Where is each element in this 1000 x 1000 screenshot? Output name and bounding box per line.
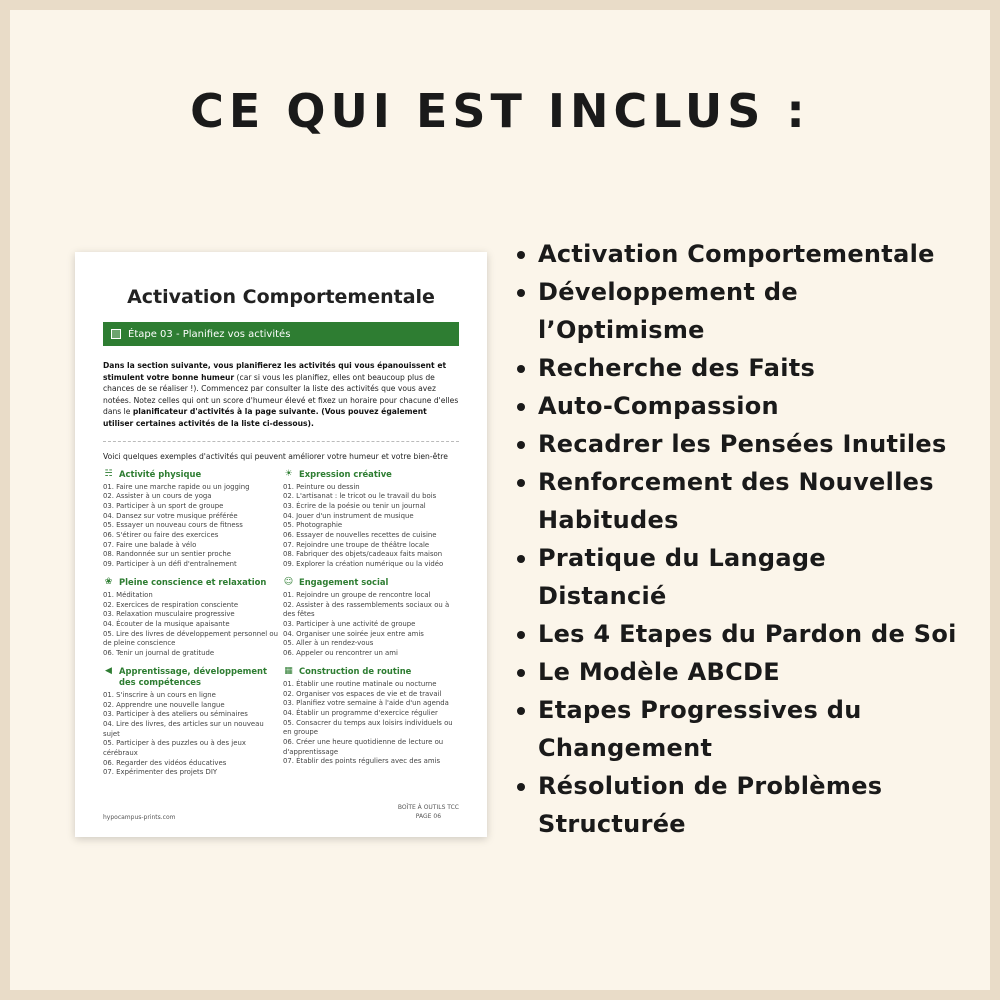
list-item: 07. Expérimenter des projets DIY <box>103 768 218 777</box>
list-item: 06. S'étirer ou faire des exercices <box>103 531 219 540</box>
category-heading <box>103 666 279 688</box>
list-item: 01. Peinture ou dessin <box>283 482 360 491</box>
step-banner <box>103 322 459 346</box>
running-icon: ☵ <box>104 468 113 479</box>
bullet-icon <box>517 479 525 487</box>
bullet-icon <box>517 631 525 639</box>
included-item <box>517 235 957 273</box>
activity-categories <box>103 469 459 786</box>
list-item: 04. Dansez sur votre musique préférée <box>103 511 238 520</box>
category-title: Apprentissage, développement des compétences <box>119 665 267 687</box>
included-item-label: Pratique du Langage Distancié <box>538 544 826 610</box>
category-title: Expression créative <box>299 468 392 479</box>
list-item: 05. Lire des livres de développement personnel ou de pleine conscience <box>103 629 278 648</box>
list-item: 02. Exercices de respiration consciente <box>103 600 239 609</box>
document-footer <box>103 803 459 821</box>
category-heading <box>283 666 459 677</box>
list-item: 04. Écouter de la musique apaisante <box>103 620 230 628</box>
category-heading <box>103 469 279 480</box>
list-item: 09. Participer à un défi d'entraînement <box>103 560 237 569</box>
included-item <box>517 653 957 691</box>
included-item-label: Recherche des Faits <box>538 354 816 382</box>
list-item: 02. L'artisanat : le tricot ou le travail du bois <box>283 492 437 501</box>
category-heading <box>283 469 459 480</box>
included-item <box>517 425 957 463</box>
list-item: 04. Lire des livres, des articles sur un nouveau sujet <box>103 719 264 738</box>
list-item: 03. Écrire de la poésie ou tenir un journal <box>283 501 426 510</box>
intro-part-1: Dans la section suivante, vous planifierez les activités qui vous épanouissent et stimulent votre bonne humeur <box>103 361 447 382</box>
activity-category <box>103 577 279 659</box>
list-item: 01. S'inscrire à un cours en ligne <box>103 690 216 699</box>
list-item: 06. Créer une heure quotidienne de lecture ou d'apprentissage <box>283 738 444 756</box>
included-item <box>517 273 957 349</box>
checkbox-icon <box>111 329 121 339</box>
megaphone-icon: ◀ <box>105 665 112 676</box>
included-item <box>517 387 957 425</box>
list-item: 02. Assister à un cours de yoga <box>103 492 212 501</box>
activity-category <box>283 469 459 570</box>
included-item-label: Recadrer les Pensées Inutiles <box>538 430 947 458</box>
list-item: 05. Photographie <box>283 521 343 530</box>
included-item <box>517 349 957 387</box>
list-item: 05. Participer à des puzzles ou à des jeux cérébraux <box>103 739 246 758</box>
category-title: Pleine conscience et relaxation <box>119 576 267 587</box>
included-item-label: Développement de l’Optimisme <box>538 278 798 344</box>
included-list <box>517 235 957 843</box>
included-item-label: Résolution de Problèmes Structurée <box>538 772 883 838</box>
included-item <box>517 463 957 539</box>
category-title: Activité physique <box>119 468 202 479</box>
list-item: 07. Établir des points réguliers avec des amis <box>283 757 441 766</box>
bullet-icon <box>517 669 525 677</box>
footer-page-number: PAGE 06 <box>415 813 442 820</box>
document-preview <box>75 252 487 837</box>
list-item: 03. Participer à un sport de groupe <box>103 501 224 510</box>
included-item <box>517 615 957 653</box>
activity-category <box>283 666 459 778</box>
list-item: 05. Aller à un rendez-vous <box>283 639 374 648</box>
list-item: 05. Essayer un nouveau cours de fitness <box>103 521 243 530</box>
bullet-icon <box>517 403 525 411</box>
activity-category <box>283 577 459 659</box>
included-item-label: Le Modèle ABCDE <box>538 658 780 686</box>
activity-category <box>103 469 279 570</box>
footer-website: hypocampus-prints.com <box>103 814 176 821</box>
bullet-icon <box>517 555 525 563</box>
list-item: 06. Appeler ou rencontrer un ami <box>283 649 398 658</box>
category-heading <box>283 577 459 588</box>
list-item: 02. Organiser vos espaces de vie et de travail <box>283 689 442 698</box>
list-item: 04. Établir un programme d'exercice régulier <box>283 708 438 717</box>
headline: CE QUI EST INCLUS : <box>190 84 810 138</box>
included-item-label: Etapes Progressives du Changement <box>538 696 862 762</box>
lightbulb-icon: ☀ <box>284 468 293 479</box>
bullet-icon <box>517 289 525 297</box>
list-item: 07. Faire une balade à vélo <box>103 540 197 549</box>
category-items <box>283 483 459 570</box>
included-item-label: Auto-Compassion <box>538 392 779 420</box>
step-label: Étape 03 - Planifiez vos activités <box>128 328 291 340</box>
list-item: 01. Rejoindre un groupe de rencontre local <box>283 590 431 599</box>
category-items <box>103 591 279 659</box>
category-title: Engagement social <box>299 576 389 587</box>
intro-paragraph <box>103 360 459 430</box>
list-item: 03. Planifiez votre semaine à l'aide d'un agenda <box>283 699 449 708</box>
category-heading <box>103 577 279 588</box>
people-icon: ☺ <box>283 576 294 587</box>
bullet-icon <box>517 783 525 791</box>
list-item: 07. Rejoindre une troupe de théâtre locale <box>283 540 430 549</box>
list-item: 02. Apprendre une nouvelle langue <box>103 700 225 709</box>
list-item: 08. Fabriquer des objets/cadeaux faits maison <box>283 550 443 559</box>
bullet-icon <box>517 251 525 259</box>
category-items <box>103 483 279 570</box>
list-item: 06. Essayer de nouvelles recettes de cuisine <box>283 531 437 540</box>
list-item: 01. Méditation <box>103 590 153 599</box>
list-item: 03. Participer à une activité de groupe <box>283 620 416 628</box>
included-item <box>517 691 957 767</box>
footer-toolbox: BOÎTE À OUTILS TCC <box>397 804 459 811</box>
included-item <box>517 539 957 615</box>
examples-title: Voici quelques exemples d'activités qui peuvent améliorer votre humeur et votre bien-être <box>103 451 448 461</box>
activity-category <box>103 666 279 778</box>
list-item: 09. Explorer la création numérique ou la vidéo <box>283 560 444 569</box>
included-item <box>517 767 957 843</box>
category-items <box>103 691 279 778</box>
document-title: Activation Comportementale <box>127 286 435 308</box>
dashed-divider <box>103 441 459 442</box>
bullet-icon <box>517 365 525 373</box>
included-item-label: Activation Comportementale <box>538 240 935 268</box>
category-title: Construction de routine <box>299 665 412 676</box>
list-item: 03. Participer à des ateliers ou séminaires <box>103 710 248 719</box>
category-items <box>283 591 459 659</box>
intro-part-2: (car si vous les planifiez, elles ont beaucoup plus de chances de se réaliser !). Commencez par consulter la liste des activités que vous avez notées. Notez celles qui ont un score d'humeur élevé et fixez un horaire pour chacune d'elles dans le <box>103 372 459 417</box>
list-item: 03. Relaxation musculaire progressive <box>103 610 235 619</box>
list-item: 02. Assister à des rassemblements sociaux ou à des fêtes <box>283 600 450 619</box>
list-item: 04. Jouer d'un instrument de musique <box>283 511 414 520</box>
list-item: 04. Organiser une soirée jeux entre amis <box>283 629 424 638</box>
included-item-label: Les 4 Etapes du Pardon de Soi <box>538 620 957 648</box>
calendar-icon: ▦ <box>284 665 293 676</box>
list-item: 01. Établir une routine matinale ou nocturne <box>283 679 437 688</box>
list-item: 06. Tenir un journal de gratitude <box>103 649 215 658</box>
category-items <box>283 680 459 767</box>
bullet-icon <box>517 441 525 449</box>
list-item: 05. Consacrer du temps aux loisirs individuels ou en groupe <box>283 718 453 737</box>
footer-page-info <box>398 803 459 821</box>
lotus-icon: ❀ <box>104 576 113 587</box>
list-item: 01. Faire une marche rapide ou un jogging <box>103 482 250 491</box>
list-item: 08. Randonnée sur un sentier proche <box>103 550 232 559</box>
intro-part-3: planificateur d'activités à la page suivante. (Vous pouvez également utiliser certaines activités de la liste ci-dessous). <box>103 407 427 428</box>
included-item-label: Renforcement des Nouvelles Habitudes <box>538 468 934 534</box>
list-item: 06. Regarder des vidéos éducatives <box>103 758 227 767</box>
bullet-icon <box>517 707 525 715</box>
